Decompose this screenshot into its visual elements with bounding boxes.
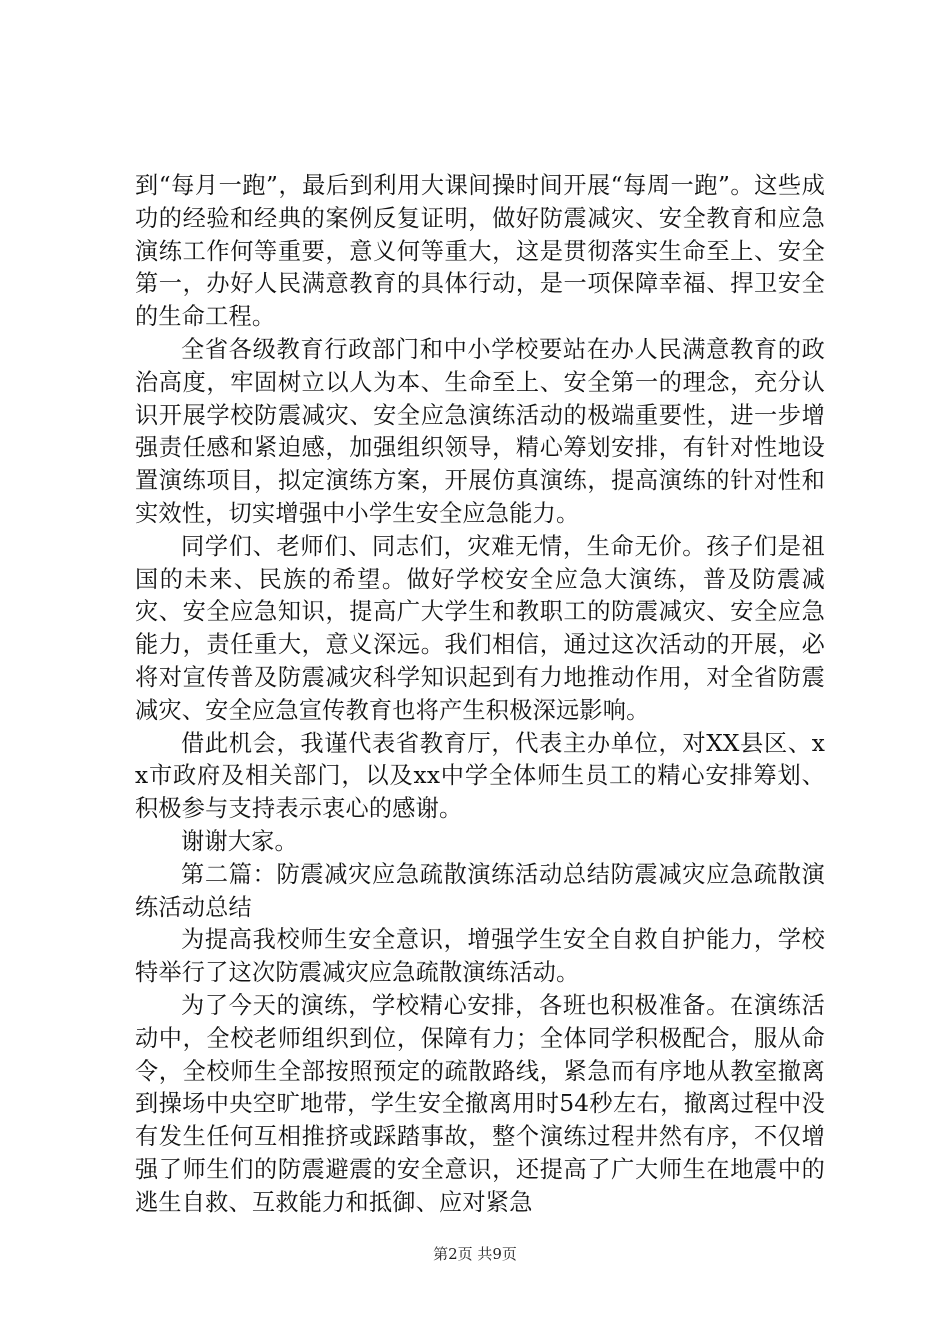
paragraph-purpose: 为提高我校师生安全意识，增强学生安全自救自护能力，学校特举行了这次防震减灾应急疏散演练活动。 [135,926,825,987]
document-body [135,170,825,1220]
paragraph-students-teachers: 同学们、老师们、同志们，灾难无情，生命无价。孩子们是祖国的未来、民族的希望。做好学校安全应急大演练，普及防震减灾、安全应急知识，提高广大学生和教职工的防震减灾、安全应急能力，责任重大，意义深远。我们相信，通过这次活动的开展，必将对宣传普及防震减灾科学知识起到有力地推动作用，对全省防震减灾、安全应急宣传教育也将产生积极深远影响。 [135,532,825,724]
paragraph-thanks: 借此机会，我谨代表省教育厅，代表主办单位，对XX县区、xx市政府及相关部门，以及xx中学全体师生员工的精心安排筹划、积极参与支持表示衷心的感谢。 [135,729,825,823]
paragraph-closing: 谢谢大家。 [181,827,298,855]
section-heading-part-two: 第二篇：防震减灾应急疏散演练活动总结防震减灾应急疏散演练活动总结 [135,860,825,921]
paragraph-drill-summary: 为了今天的演练，学校精心安排，各班也积极准备。在演练活动中，全校老师组织到位，保障有力；全体同学积极配合，服从命令，全校师生全部按照预定的疏散路线，紧急而有序地从教室撤离到操场中央空旷地带，学生安全撤离用时54秒左右，撤离过程中没有发生任何互相推挤或踩踏事故，整个演练过程井然有序，不仅增强了师生们的防震避震的安全意识，还提高了广大师生在地震中的逃生自救、互救能力和抵御、应对紧急 [135,991,825,1216]
paragraph-continuation: 到“每月一跑”，最后到利用大课间操时间开展“每周一跑”。这些成功的经验和经典的案例反复证明，做好防震减灾、安全教育和应急演练工作何等重要，意义何等重大，这是贯彻落实生命至上、安全第一，办好人民满意教育的具体行动，是一项保障幸福、捍卫安全的生命工程。 [135,172,825,331]
paragraph-education-departments: 全省各级教育行政部门和中小学校要站在办人民满意教育的政治高度，牢固树立以人为本、生命至上、安全第一的理念，充分认识开展学校防震减灾、安全应急演练活动的极端重要性，进一步增强责任感和紧迫感，加强组织领导，精心筹划安排，有针对性地设置演练项目，拟定演练方案，开展仿真演练，提高演练的针对性和实效性，切实增强中小学生安全应急能力。 [135,335,825,527]
page-number-footer: 第2页 共9页 [433,1245,517,1263]
